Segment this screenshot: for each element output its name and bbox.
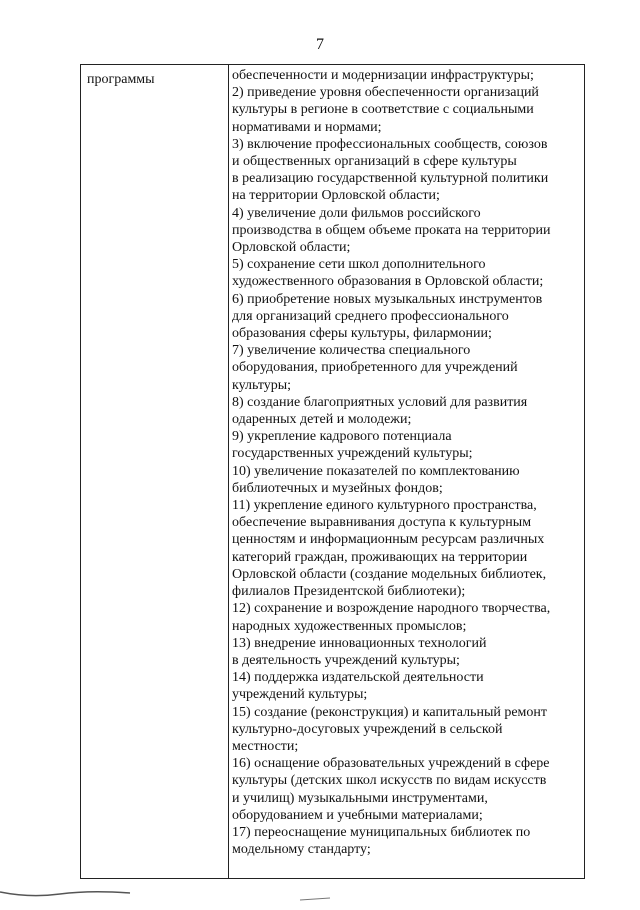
text-line: местности; xyxy=(232,738,299,754)
text-line: 14) поддержка издательской деятельности xyxy=(232,670,484,686)
text-line: в деятельность учреждений культуры; xyxy=(232,652,460,668)
text-line: 5) сохранение сети школ дополнительного xyxy=(232,257,486,273)
column-divider xyxy=(228,65,229,878)
text-line: обеспеченности и модернизации инфраструктуры; xyxy=(232,68,534,83)
text-line: учреждений культуры; xyxy=(232,687,368,703)
text-line: 13) внедрение инновационных технологий xyxy=(232,635,487,651)
text-line: в реализацию государственной культурной политики xyxy=(232,171,549,187)
document-table xyxy=(80,64,585,879)
text-line: производства в общем объеме проката на территории xyxy=(232,222,551,238)
text-line: на территории Орловской области; xyxy=(232,188,440,204)
text-line: для организаций среднего профессионального xyxy=(232,308,509,324)
right-column-text xyxy=(232,67,582,858)
text-line: 4) увеличение доли фильмов российского xyxy=(232,205,481,221)
text-line: 12) сохранение и возрождение народного творчества, xyxy=(232,601,551,617)
text-line: одаренных детей и молодежи; xyxy=(232,412,412,428)
text-line: Орловской области; xyxy=(232,240,351,256)
text-line: 10) увеличение показателей по комплектованию xyxy=(232,463,520,479)
text-line: филиалов Президентской библиотеки); xyxy=(232,584,466,600)
text-line: оборудованием и учебными материалами; xyxy=(232,807,483,823)
text-line: обеспечение выравнивания доступа к культурным xyxy=(232,515,532,531)
text-line: культуры в регионе в соответствие с социальными xyxy=(232,102,534,118)
page-number: 7 xyxy=(316,36,324,53)
text-line: модельному стандарту; xyxy=(232,842,371,858)
text-line: государственных учреждений культуры; xyxy=(232,446,473,462)
text-line: образования сферы культуры, филармонии; xyxy=(232,326,492,342)
text-line: 17) переоснащение муниципальных библиотек по xyxy=(232,824,531,840)
page-bottom-edge xyxy=(0,880,640,905)
text-line: 3) включение профессиональных сообществ, союзов xyxy=(232,136,548,152)
text-line: культурно-досуговых учреждений в сельской xyxy=(232,721,503,737)
text-line: культуры (детских школ искусств по видам искусств xyxy=(232,773,547,789)
text-line: и общественных организаций в сфере культуры xyxy=(232,154,517,170)
text-line: 9) укрепление кадрового потенциала xyxy=(232,429,452,445)
text-line: 16) оснащение образовательных учреждений в сфере xyxy=(232,756,550,772)
text-line: 11) укрепление единого культурного пространства, xyxy=(232,498,537,514)
text-line: и училищ) музыкальными инструментами, xyxy=(232,790,488,806)
text-line: нормативами и нормами; xyxy=(232,119,382,135)
left-column-label: программы xyxy=(87,72,155,87)
text-line: ценностям и информационным ресурсам различных xyxy=(232,532,545,548)
text-line: народных художественных промыслов; xyxy=(232,618,467,634)
text-line: культуры; xyxy=(232,377,292,393)
text-line: художественного образования в Орловской области; xyxy=(232,274,544,290)
text-line: 6) приобретение новых музыкальных инструментов xyxy=(232,291,543,307)
text-line: Орловской области (создание модельных библиотек, xyxy=(232,566,547,582)
scan-artifact-icon xyxy=(0,880,640,905)
text-line: библиотечных и музейных фондов; xyxy=(232,480,443,496)
text-line: 2) приведение уровня обеспеченности организаций xyxy=(232,85,539,101)
text-line: 15) создание (реконструкция) и капитальный ремонт xyxy=(232,704,548,720)
text-line: категорий граждан, проживающих на территории xyxy=(232,549,528,565)
text-line: оборудования, приобретенного для учреждений xyxy=(232,360,518,376)
text-line: 7) увеличение количества специального xyxy=(232,343,471,359)
text-line: 8) создание благоприятных условий для развития xyxy=(232,394,528,410)
